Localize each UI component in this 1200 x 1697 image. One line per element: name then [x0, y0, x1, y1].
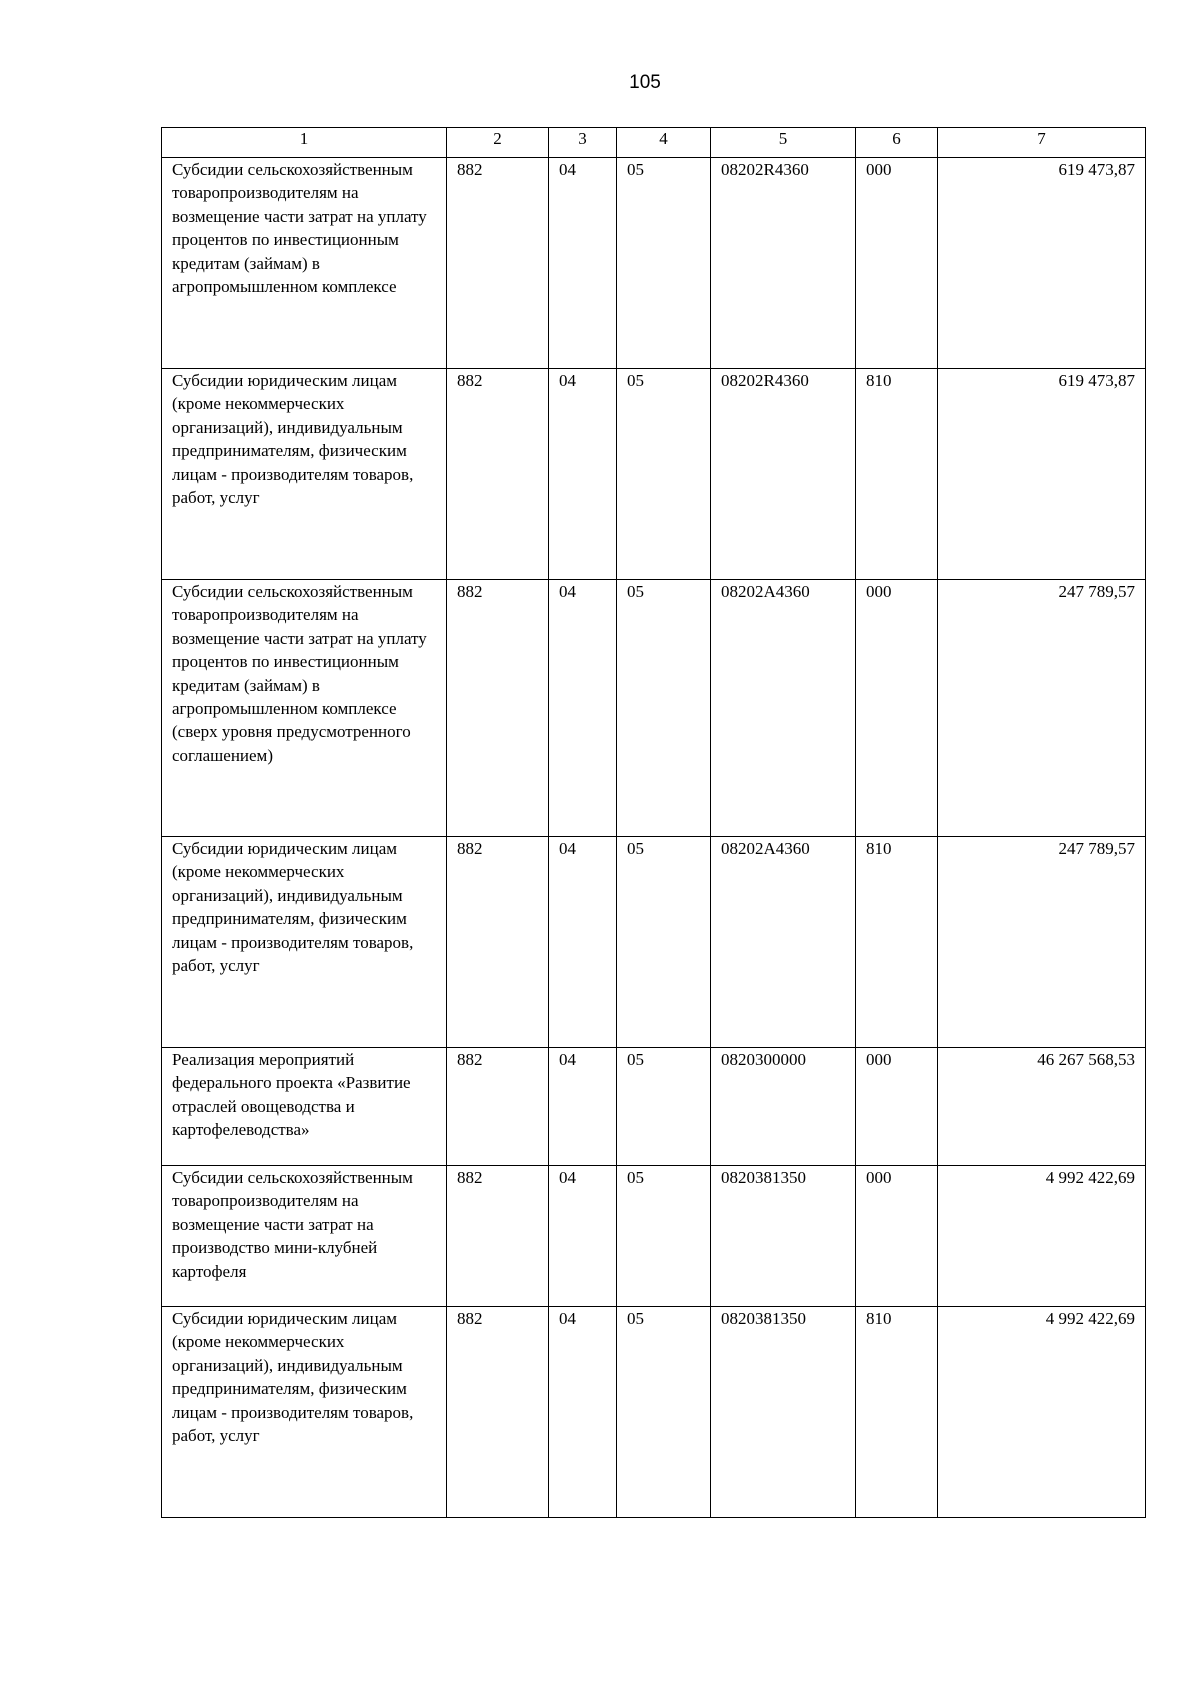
row-amount: 4 992 422,69	[938, 1166, 1146, 1307]
table-row	[162, 837, 1146, 1048]
row-subsection: 05	[617, 1307, 711, 1518]
row-name: Реализация мероприятий федерального проекта «Развитие отраслей овощеводства и картофелеводства»	[162, 1048, 447, 1166]
row-amount: 247 789,57	[938, 580, 1146, 837]
row-section: 04	[549, 158, 617, 369]
row-ministry-code: 882	[447, 1048, 549, 1166]
table-row	[162, 580, 1146, 837]
row-ministry-code: 882	[447, 1166, 549, 1307]
row-section: 04	[549, 369, 617, 580]
header-col-6: 6	[856, 128, 938, 158]
row-name: Субсидии юридическим лицам (кроме некоммерческих организаций), индивидуальным предпринимателям, физическим лицам - производителям товаров, работ, услуг	[162, 837, 447, 1048]
budget-table	[161, 127, 1146, 1518]
row-subsection: 05	[617, 837, 711, 1048]
row-subsection: 05	[617, 1166, 711, 1307]
row-target-article: 08202R4360	[711, 369, 856, 580]
row-amount: 619 473,87	[938, 158, 1146, 369]
row-ministry-code: 882	[447, 369, 549, 580]
row-expense-type: 810	[856, 369, 938, 580]
table-row	[162, 158, 1146, 369]
row-ministry-code: 882	[447, 580, 549, 837]
row-name: Субсидии сельскохозяйственным товаропроизводителям на возмещение части затрат на уплату процентов по инвестиционным кредитам (займам) в агропромышленном комплексе	[162, 158, 447, 369]
row-section: 04	[549, 837, 617, 1048]
row-target-article: 0820300000	[711, 1048, 856, 1166]
row-name: Субсидии юридическим лицам (кроме некоммерческих организаций), индивидуальным предпринимателям, физическим лицам - производителям товаров, работ, услуг	[162, 1307, 447, 1518]
page-number: 105	[629, 72, 661, 93]
table-row	[162, 369, 1146, 580]
row-ministry-code: 882	[447, 837, 549, 1048]
row-target-article: 0820381350	[711, 1166, 856, 1307]
table-row	[162, 1166, 1146, 1307]
row-name: Субсидии юридическим лицам (кроме некоммерческих организаций), индивидуальным предпринимателям, физическим лицам - производителям товаров, работ, услуг	[162, 369, 447, 580]
table-row	[162, 1307, 1146, 1518]
row-expense-type: 810	[856, 837, 938, 1048]
row-section: 04	[549, 1307, 617, 1518]
header-col-7: 7	[938, 128, 1146, 158]
row-subsection: 05	[617, 1048, 711, 1166]
row-section: 04	[549, 1048, 617, 1166]
row-amount: 4 992 422,69	[938, 1307, 1146, 1518]
header-col-1: 1	[162, 128, 447, 158]
table-row	[162, 1048, 1146, 1166]
row-section: 04	[549, 1166, 617, 1307]
header-col-5: 5	[711, 128, 856, 158]
header-col-3: 3	[549, 128, 617, 158]
row-expense-type: 000	[856, 580, 938, 837]
row-amount: 247 789,57	[938, 837, 1146, 1048]
row-name: Субсидии сельскохозяйственным товаропроизводителям на возмещение части затрат на уплату процентов по инвестиционным кредитам (займам) в агропромышленном комплексе (сверх уровня предусмотренного соглашением)	[162, 580, 447, 837]
row-subsection: 05	[617, 158, 711, 369]
row-expense-type: 000	[856, 1048, 938, 1166]
row-subsection: 05	[617, 580, 711, 837]
row-amount: 46 267 568,53	[938, 1048, 1146, 1166]
row-expense-type: 000	[856, 158, 938, 369]
row-ministry-code: 882	[447, 1307, 549, 1518]
row-expense-type: 000	[856, 1166, 938, 1307]
row-expense-type: 810	[856, 1307, 938, 1518]
row-section: 04	[549, 580, 617, 837]
header-row	[162, 128, 1146, 158]
row-target-article: 08202A4360	[711, 837, 856, 1048]
row-name: Субсидии сельскохозяйственным товаропроизводителям на возмещение части затрат на производство мини-клубней картофеля	[162, 1166, 447, 1307]
row-target-article: 0820381350	[711, 1307, 856, 1518]
header-col-4: 4	[617, 128, 711, 158]
row-target-article: 08202R4360	[711, 158, 856, 369]
row-target-article: 08202A4360	[711, 580, 856, 837]
row-ministry-code: 882	[447, 158, 549, 369]
row-amount: 619 473,87	[938, 369, 1146, 580]
header-col-2: 2	[447, 128, 549, 158]
row-subsection: 05	[617, 369, 711, 580]
